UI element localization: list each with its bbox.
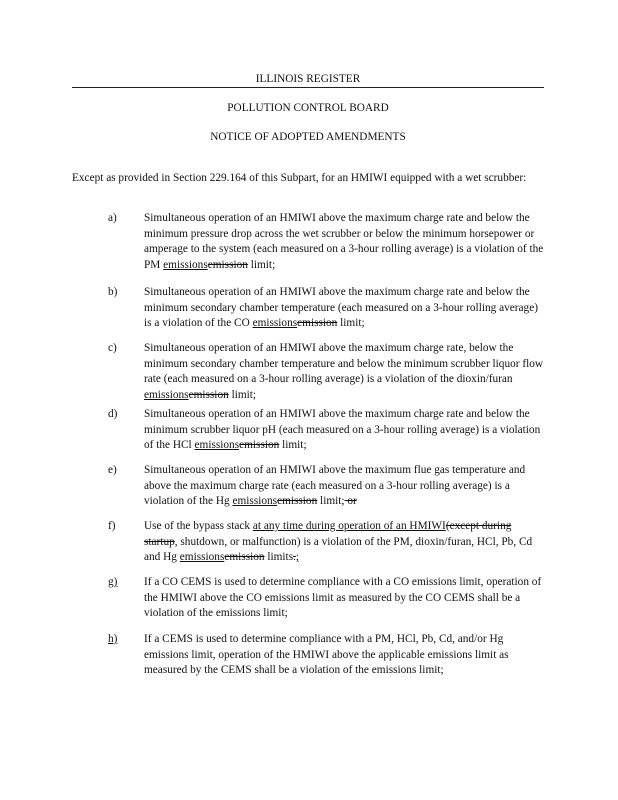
item-letter: a) [108, 212, 117, 224]
board-title: POLLUTION CONTROL BOARD [227, 102, 389, 114]
item-letter: c) [108, 342, 117, 354]
notice-title: NOTICE OF ADOPTED AMENDMENTS [210, 131, 406, 143]
item-text: Simultaneous operation of an HMIWI above the maximum charge rate and below the minimum scrubber liquor pH (each measured on a 3-hour rolling average) is a violation of the HCl emissionsemission limit; [144, 408, 541, 451]
item-letter: d) [108, 408, 118, 420]
item-text: Simultaneous operation of an HMIWI above the maximum flue gas temperature and above the maximum charge rate (each measured on a 3-hour rolling average) is a violation of the Hg emissionsemission limit; or [144, 464, 526, 507]
item-text: Simultaneous operation of an HMIWI above the maximum charge rate and below the minimum pressure drop across the wet scrubber or below the minimum horsepower or amperage to the system (each measured on a 3-hour rolling average) is a violation of the PM emissionsemission limit; [144, 212, 544, 271]
item-text: If a CO CEMS is used to determine compliance with a CO emissions limit, operation of the HMIWI above the CO emissions limit as measured by the CO CEMS shall be a violation of the emissions limit; [144, 576, 542, 619]
item-text: If a CEMS is used to determine compliance with a PM, HCl, Pb, Cd, and/or Hg emissions limit, operation of the HMIWI above the applicable emissions limit as measured by the CEMS shall be a violation of the emissions limit; [144, 633, 509, 676]
item-letter: e) [108, 464, 117, 476]
intro-paragraph: Except as provided in Section 229.164 of this Subpart, for an HMIWI equipped with a wet scrubber: [72, 172, 527, 184]
item-letter: g) [108, 576, 118, 588]
item-letter: f) [108, 520, 116, 532]
item-letter: b) [108, 286, 118, 298]
item-letter: h) [108, 633, 118, 645]
register-title: ILLINOIS REGISTER [255, 73, 361, 85]
header-rule [72, 87, 544, 88]
item-text: Simultaneous operation of an HMIWI above the maximum charge rate and below the minimum secondary chamber temperature (each measured on a 3-hour rolling average) is a violation of the CO emissionsemission limit; [144, 286, 538, 329]
item-text: Simultaneous operation of an HMIWI above the maximum charge rate, below the minimum secondary chamber temperature and below the minimum scrubber liquor flow rate (each measured on a 3-hour rolling average) is a violation of the dioxin/furan emissionsemission limit; [144, 342, 544, 401]
item-text: Use of the bypass stack at any time during operation of an HMIWI(except during startup, shutdown, or malfunction) is a violation of the PM, dioxin/furan, HCl, Pb, Cd and Hg emissionsemission limits.; [144, 520, 533, 563]
